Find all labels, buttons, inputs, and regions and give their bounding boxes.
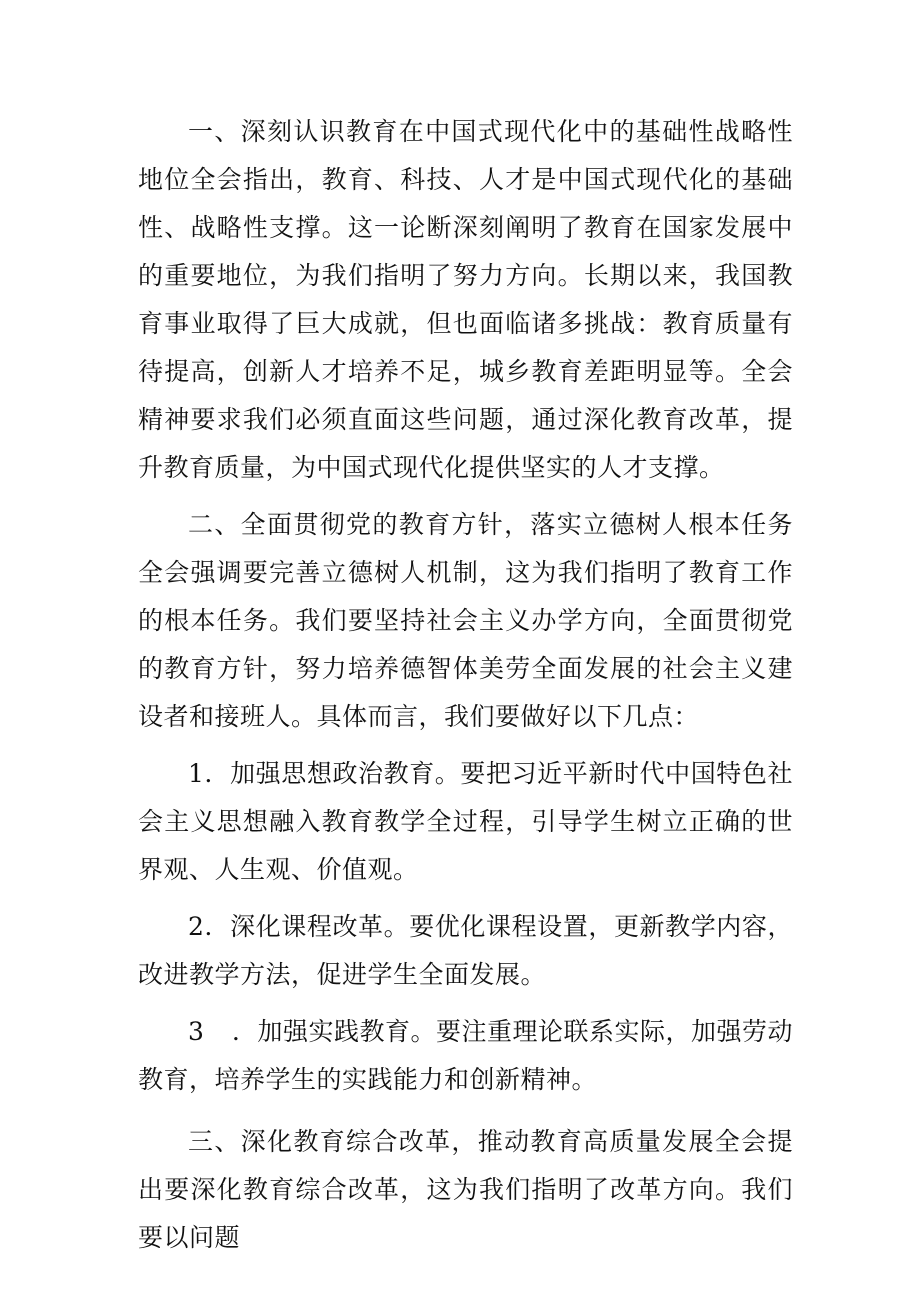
paragraph-section-1: 一、深刻认识教育在中国式现代化中的基础性战略性地位全会指出，教育、科技、人才是中国式现代化的基础性、战略性支撑。这一论断深刻阐明了教育在国家发展中的重要地位，为我们指明了努力方向。长期以来，我国教育事业取得了巨大成就，但也面临诸多挑战：教育质量有待提高，创新人才培养不足，城乡教育差距明显等。全会精神要求我们必须直面这些问题，通过深化教育改革，提升教育质量，为中国式现代化提供坚实的人才支撑。 (138, 117, 793, 482)
paragraph-item-1: 1．加强思想政治教育。要把习近平新时代中国特色社会主义思想融入教育教学全过程，引导学生树立正确的世界观、人生观、价值观。 (138, 759, 793, 884)
item-3-number: 3 (188, 1017, 205, 1046)
paragraph-item-2: 2．深化课程改革。要优化课程设置，更新教学内容，改进教学方法，促进学生全面发展。 (138, 912, 793, 989)
paragraph-section-2: 二、全面贯彻党的教育方针，落实立德树人根本任务全会强调要完善立德树人机制，这为我们指明了教育工作的根本任务。我们要坚持社会主义办学方向，全面贯彻党的教育方针，努力培养德智体美劳全面发展的社会主义建设者和接班人。具体而言，我们要做好以下几点： (138, 510, 793, 731)
item-3-text: ．加强实践教育。要注重理论联系实际，加强劳动教育，培养学生的实践能力和创新精神。 (138, 1017, 794, 1094)
paragraph-section-3: 三、深化教育综合改革，推动教育高质量发展全会提出要深化教育综合改革，这为我们指明了改革方向。我们要以问题 (138, 1127, 793, 1252)
document-body (138, 108, 793, 1262)
paragraph-item-3 (138, 1008, 793, 1104)
